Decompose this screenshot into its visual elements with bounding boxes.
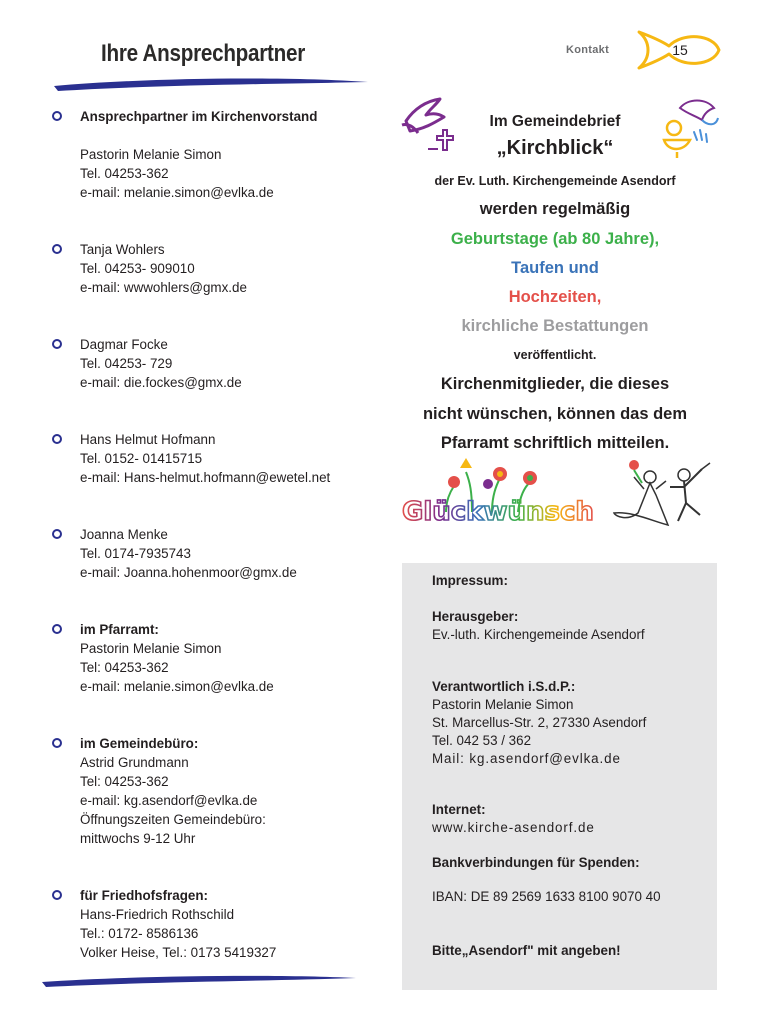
newsletter-name: „Kirchblick“: [496, 137, 614, 159]
contact-heading: im Pfarramt:: [80, 622, 159, 637]
bullet-icon: [52, 244, 62, 254]
optout-line-1: Kirchenmitglieder, die dieses: [440, 375, 670, 393]
contact-name: Hans Helmut Hofmann: [80, 432, 216, 447]
contact-heading: im Gemeindebüro:: [80, 736, 199, 751]
contact-email: e-mail: die.fockes@gmx.de: [80, 375, 242, 390]
responsible-address: St. Marcellus-Str. 2, 27330 Asendorf: [432, 715, 647, 730]
contact-line: Volker Heise, Tel.: 0173 5419327: [80, 945, 277, 960]
notice-line-1: Im Gemeindebrief: [489, 113, 621, 130]
title-underline-swoosh: [52, 76, 370, 92]
contact-email: e-mail: wwwohlers@gmx.de: [80, 280, 247, 295]
impressum-title: Impressum:: [432, 573, 508, 588]
section-label: Kontakt: [566, 44, 610, 56]
optout-line-3: Pfarramt schriftlich mitteilen.: [440, 434, 670, 452]
contact-heading: Ansprechpartner im Kirchenvorstand: [80, 109, 318, 124]
responsible-phone: Tel. 042 53 / 362: [432, 733, 532, 748]
birthdays-text: Geburtstage (ab 80 Jahre),: [450, 230, 660, 248]
page-title: Ihre Ansprechpartner: [101, 40, 305, 67]
published-text: veröffentlicht.: [513, 348, 597, 362]
contact-phone: Tel. 0174-7935743: [80, 546, 191, 561]
baptisms-text: Taufen und: [511, 259, 599, 277]
bullet-icon: [52, 111, 62, 121]
office-hours-label: Öffnungszeiten Gemeindebüro:: [80, 812, 266, 827]
notice-line-4: werden regelmäßig: [479, 200, 631, 218]
responsible-mail: Mail: kg.asendorf@evlka.de: [432, 751, 621, 766]
contact-phone: Tel: 04253-362: [80, 660, 169, 675]
optout-line-2: nicht wünschen, können das dem: [422, 405, 688, 423]
publisher-label: Herausgeber:: [432, 609, 519, 624]
greeting-word-color-layer: [400, 452, 550, 532]
contact-name: Pastorin Melanie Simon: [80, 147, 222, 162]
contact-phone: Tel: 04253-362: [80, 774, 169, 789]
contact-phone: Tel. 04253-362: [80, 166, 169, 181]
iban: IBAN: DE 89 2569 1633 8100 9070 40: [432, 889, 661, 904]
footer-swoosh: [40, 972, 358, 988]
contact-phone: Tel. 0152- 01415715: [80, 451, 203, 466]
contact-name: Pastorin Melanie Simon: [80, 641, 222, 656]
contact-name: Tanja Wohlers: [80, 242, 165, 257]
bank-label: Bankverbindungen für Spenden:: [432, 855, 640, 870]
page-number: 15: [672, 42, 688, 58]
contact-email: e-mail: melanie.simon@evlka.de: [80, 679, 274, 694]
contact-phone: Tel.: 0172- 8586136: [80, 926, 199, 941]
website-link[interactable]: www.kirche-asendorf.de: [432, 820, 595, 835]
responsible-name: Pastorin Melanie Simon: [432, 697, 574, 712]
contact-phone: Tel. 04253- 729: [80, 356, 173, 371]
contact-phone: Tel. 04253- 909010: [80, 261, 195, 276]
notice-line-3: der Ev. Luth. Kirchengemeinde Asendorf: [434, 174, 676, 188]
contact-name: Dagmar Focke: [80, 337, 168, 352]
contact-heading: für Friedhofsfragen:: [80, 888, 208, 903]
responsible-label: Verantwortlich i.S.d.P.:: [432, 679, 576, 694]
publisher: Ev.-luth. Kirchengemeinde Asendorf: [432, 627, 645, 642]
bullet-icon: [52, 434, 62, 444]
bullet-icon: [52, 529, 62, 539]
contact-email: e-mail: melanie.simon@evlka.de: [80, 185, 274, 200]
contact-line: [80, 126, 317, 145]
contact-name: Astrid Grundmann: [80, 755, 189, 770]
bullet-icon: [52, 890, 62, 900]
bullet-icon: [52, 339, 62, 349]
contact-name: Hans-Friedrich Rothschild: [80, 907, 235, 922]
office-hours: mittwochs 9-12 Uhr: [80, 831, 196, 846]
internet-label: Internet:: [432, 802, 486, 817]
bullet-icon: [52, 738, 62, 748]
wedding-couple-illustration: [612, 455, 724, 530]
donation-note: Bitte„Asendorf" mit angeben!: [432, 943, 621, 958]
contact-email: e-mail: Joanna.hohenmoor@gmx.de: [80, 565, 297, 580]
contact-email: e-mail: kg.asendorf@evlka.de: [80, 793, 258, 808]
bullet-icon: [52, 624, 62, 634]
contact-email: e-mail: Hans-helmut.hofmann@ewetel.net: [80, 470, 331, 485]
contact-name: Joanna Menke: [80, 527, 168, 542]
weddings-text: Hochzeiten,: [508, 288, 602, 306]
greeting-word: Glückwünsch: [402, 497, 594, 527]
funerals-text: kirchliche Bestattungen: [461, 317, 649, 335]
